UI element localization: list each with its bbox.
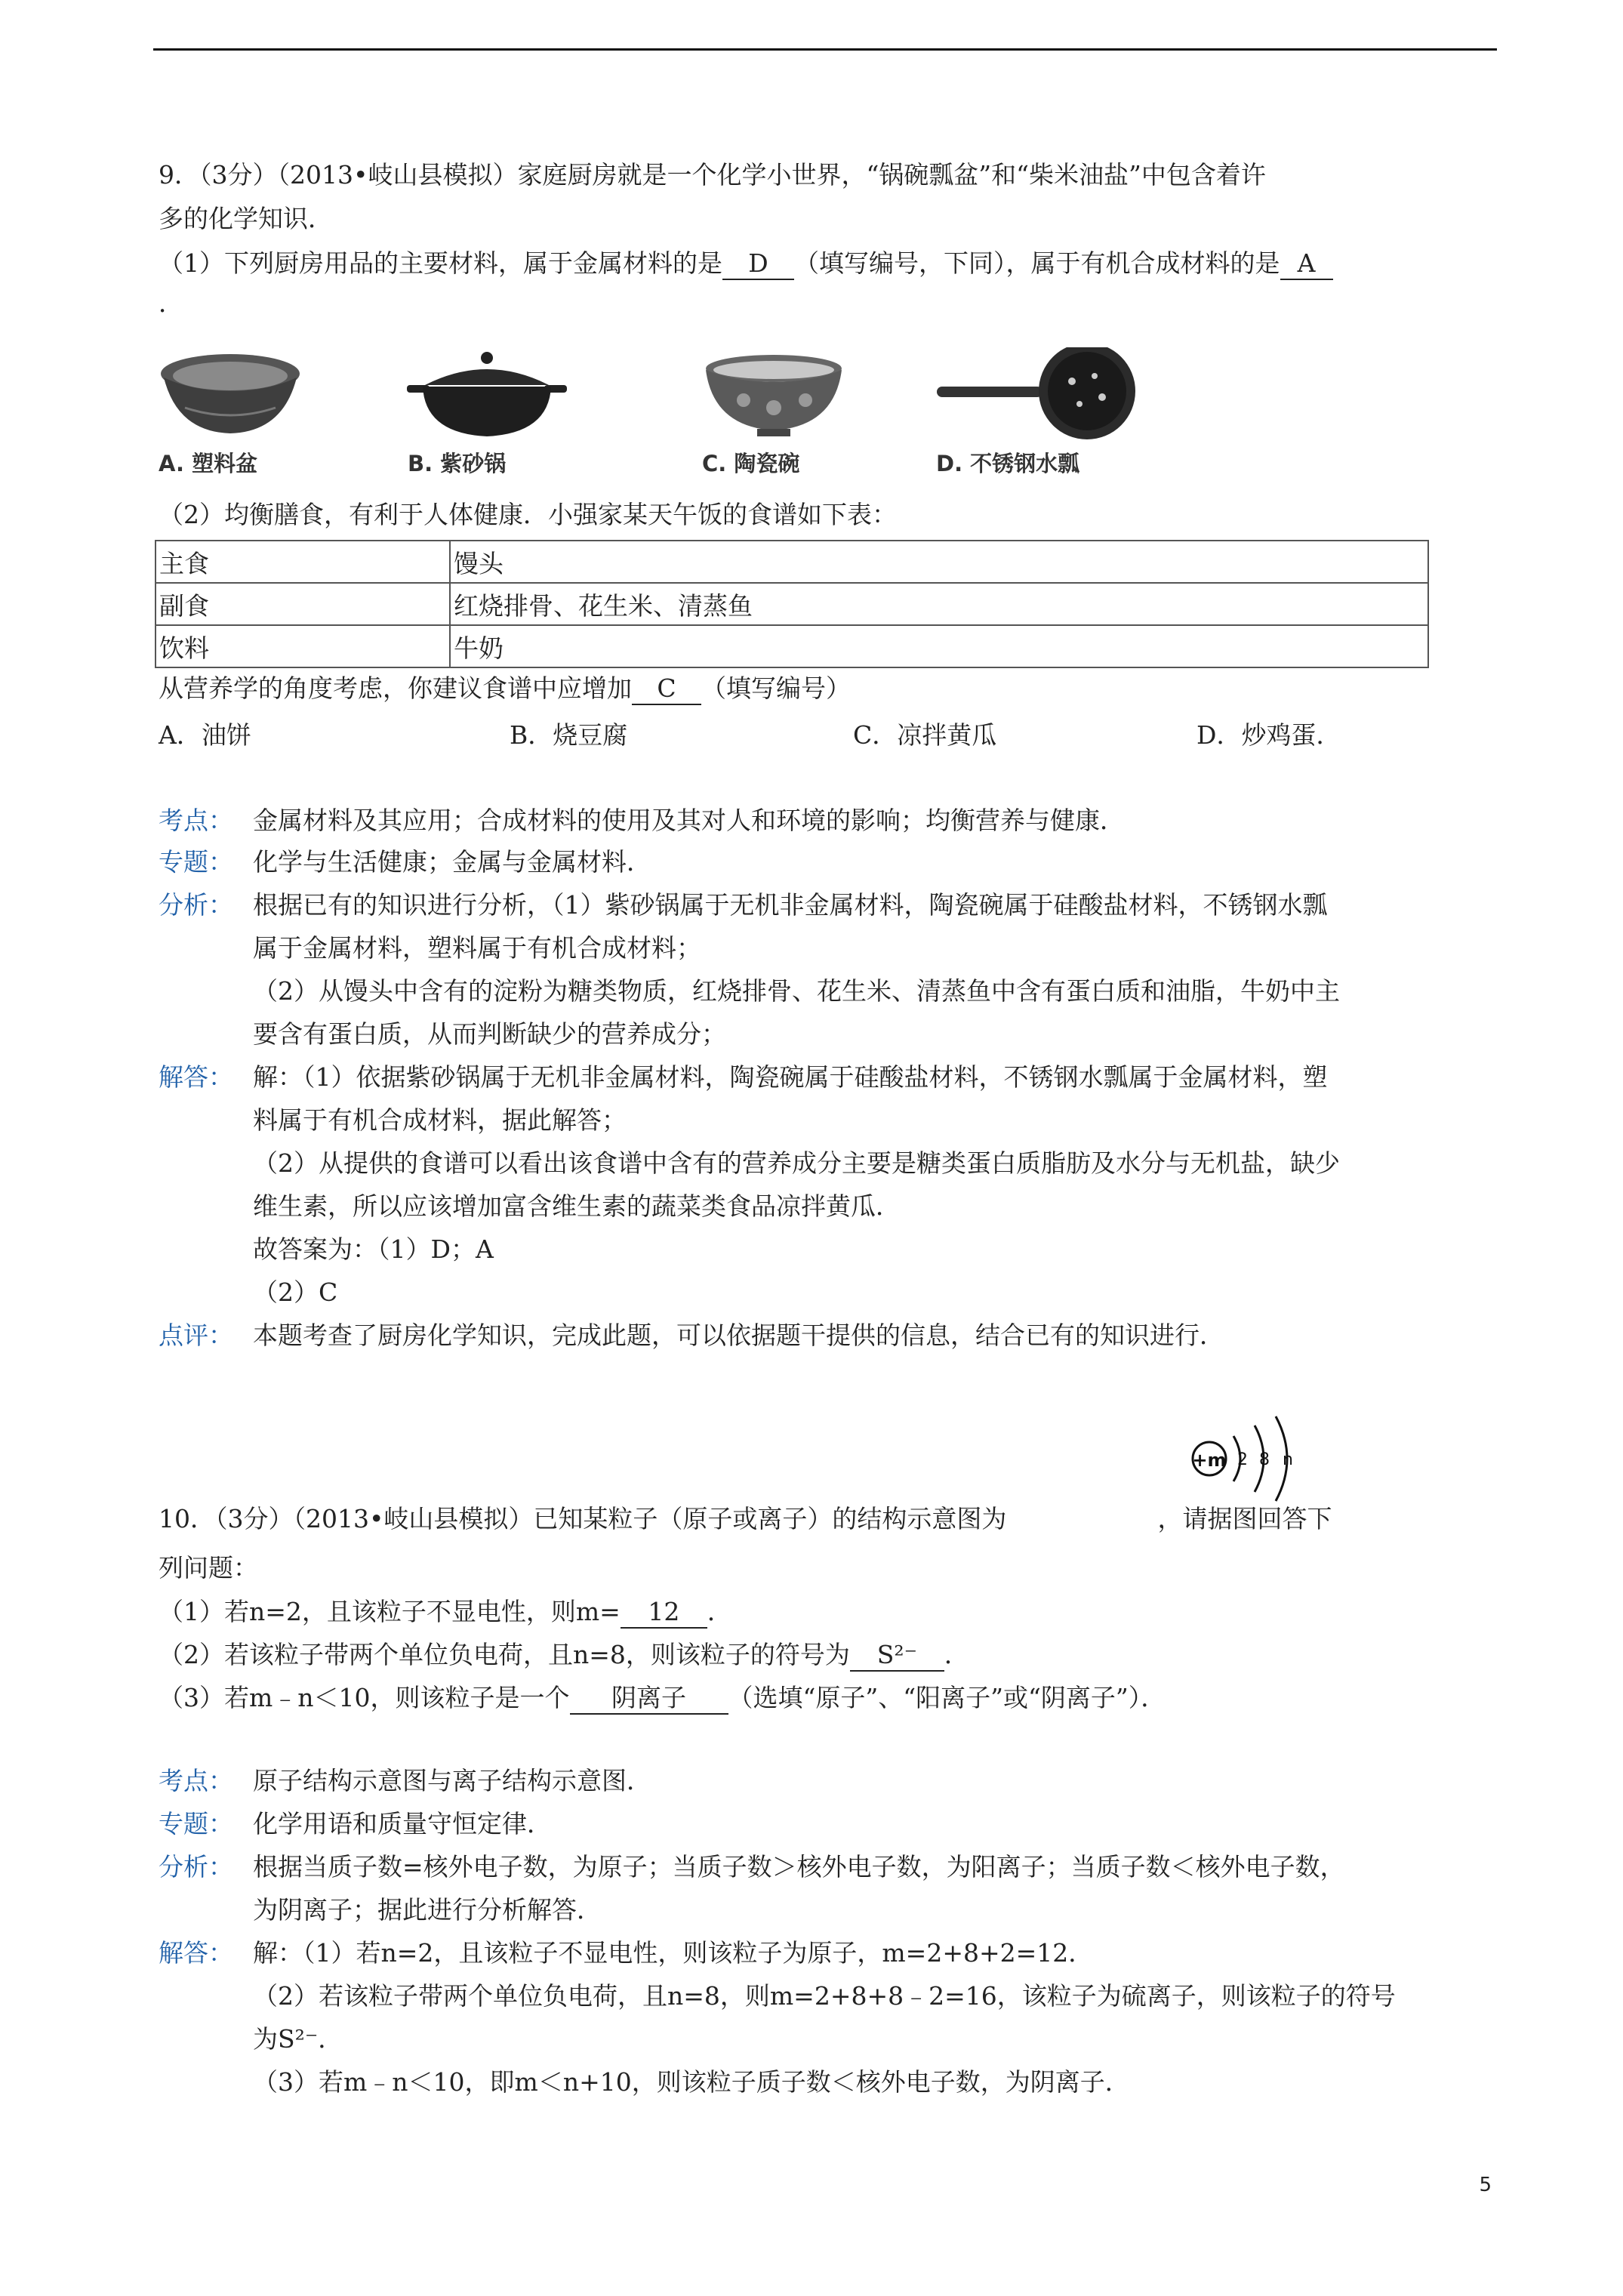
q10-stem-line1 [159, 1502, 1332, 1536]
header-rule [153, 48, 1497, 51]
kaodian-label: 考点： [159, 1766, 233, 1795]
jieda-text: 解：（1）依据紫砂锅属于无机非金属材料，陶瓷碗属于硅酸盐材料，不锈钢水瓢属于金属材料，塑 [253, 1062, 1328, 1092]
shell-3-count: n [1283, 1450, 1293, 1469]
q9-sub1-answer1: D [722, 248, 794, 280]
q9-kaodian [159, 804, 1125, 837]
page-number: 5 [1479, 2174, 1492, 2196]
steel-ladle-icon [932, 347, 1151, 445]
clay-pot-icon [404, 347, 570, 445]
q9-sub2-text: 从营养学的角度考虑，你建议食谱中应增加 [159, 673, 632, 703]
dianping-label: 点评： [159, 1321, 233, 1350]
fenxi-label: 分析： [159, 890, 233, 920]
q10-sub3-text: （3）若m﹣n＜10，则该粒子是一个 [159, 1683, 570, 1712]
image-item-c [698, 347, 917, 498]
jieda-label: 解答： [159, 1062, 233, 1092]
q10-jieda-1 [159, 1937, 1093, 1970]
q9-jieda-6: （2）C [253, 1277, 338, 1307]
table-cell: 馒头 [450, 541, 1428, 583]
table-cell: 红烧排骨、花生米、清蒸鱼 [450, 583, 1428, 625]
q10-jieda-4: （3）若m﹣n＜10，即m＜n+10，则该粒子质子数＜核外电子数，为阴离子． [253, 2067, 1130, 2097]
q9-fenxi-2: 属于金属材料，塑料属于有机合成材料； [253, 933, 701, 963]
q10-fenxi-2: 为阴离子；据此进行分析解答． [253, 1895, 602, 1925]
q9-fenxi-4: 要含有蛋白质，从而判断缺少的营养成分； [253, 1019, 726, 1049]
q9-sub1-mid: （填写编号，下同），属于有机合成材料的是 [794, 248, 1280, 278]
kaodian-text: 金属材料及其应用；合成材料的使用及其对人和环境的影响；均衡营养与健康． [253, 806, 1125, 835]
nucleus-label: +m [1192, 1450, 1227, 1471]
q9-sub1-text: （1）下列厨房用品的主要材料，属于金属材料的是 [159, 248, 722, 278]
q9-fenxi-3: （2）从馒头中含有的淀粉为糖类物质，红烧排骨、花生米、清蒸鱼中含有蛋白质和油脂，牛奶中主 [253, 976, 1340, 1006]
atom-structure-diagram [1184, 1412, 1320, 1502]
caption-c: C. 陶瓷碗 [702, 451, 800, 476]
caption-b: B. 紫砂锅 [408, 451, 507, 476]
q10-stem-line2: 列问题： [159, 1553, 258, 1583]
image-item-a [155, 347, 374, 498]
kitchenware-images [155, 347, 1166, 498]
q10-zhuanti [159, 1808, 552, 1841]
q10-sub1-end: ． [707, 1597, 732, 1626]
q9-stem-line2: 多的化学知识． [159, 204, 333, 233]
q10-fenxi-1 [159, 1851, 1345, 1884]
q9-sub1-end: ． [159, 288, 183, 318]
table-cell: 主食 [156, 541, 450, 583]
atom-structure-icon [1184, 1412, 1320, 1502]
q9-sub2-intro: （2）均衡膳食，有利于人体健康．小强家某天午饭的食谱如下表： [159, 500, 897, 529]
q9-sub1-answer2: A [1280, 248, 1333, 280]
kaodian-label: 考点： [159, 806, 233, 835]
q10-sub1 [159, 1595, 732, 1629]
caption-a: A. 塑料盆 [159, 451, 258, 476]
table-row [156, 583, 1428, 625]
q9-fenxi-1 [159, 889, 1328, 922]
q9-jieda-5: 故答案为：（1）D；A [253, 1234, 494, 1264]
q10-jieda-3: 为S²⁻． [253, 2024, 343, 2054]
q9-dianping [159, 1319, 1224, 1352]
q9-sub1 [159, 247, 1333, 280]
plastic-basin-icon [155, 347, 306, 445]
q9-jieda-2: 料属于有机合成材料，据此解答； [253, 1105, 627, 1135]
q10-sub2 [159, 1638, 969, 1672]
table-cell: 牛奶 [450, 625, 1428, 667]
fenxi-label: 分析： [159, 1852, 233, 1881]
q9-zhuanti [159, 846, 651, 879]
zhuanti-label: 专题： [159, 847, 233, 877]
jieda-label: 解答： [159, 1938, 233, 1968]
q10-kaodian [159, 1764, 651, 1798]
option-d: D．炒鸡蛋． [1196, 720, 1341, 750]
q10-sub1-text: （1）若n=2，且该粒子不显电性，则m= [159, 1597, 621, 1626]
zhuanti-text: 化学用语和质量守恒定律． [253, 1809, 552, 1838]
dianping-text: 本题考查了厨房化学知识，完成此题，可以依据题干提供的信息，结合已有的知识进行． [253, 1321, 1224, 1350]
ceramic-bowl-icon [698, 347, 849, 445]
q10-jieda-2: （2）若该粒子带两个单位负电荷，且n=8，则m=2+8+8﹣2=16，该粒子为硫离子，则该粒子的符号 [253, 1981, 1396, 2011]
zhuanti-label: 专题： [159, 1809, 233, 1838]
shell-2-count: 8 [1259, 1450, 1270, 1469]
fenxi-text: 根据当质子数=核外电子数，为原子；当质子数＞核外电子数，为阳离子；当质子数＜核外电子数， [253, 1852, 1345, 1881]
q10-sub3-answer: 阴离子 [570, 1683, 728, 1715]
table-cell: 副食 [156, 583, 450, 625]
table-row [156, 541, 1428, 583]
q9-sub2-end: （填写编号） [701, 673, 851, 703]
q9-sub2-question [159, 672, 851, 705]
q10-sub2-text: （2）若该粒子带两个单位负电荷，且n=8，则该粒子的符号为 [159, 1640, 850, 1669]
option-b: B．烧豆腐 [510, 720, 628, 750]
menu-table [155, 540, 1429, 668]
image-item-d [932, 347, 1151, 498]
table-row [156, 625, 1428, 667]
q10-sub3 [159, 1681, 1166, 1715]
q9-stem-line1: 9．（3分）（2013•岐山县模拟）家庭厨房就是一个化学小世界，“锅碗瓢盆”和“柴米油盐”中包含着许 [159, 160, 1266, 190]
table-cell: 饮料 [156, 625, 450, 667]
q10-sub2-end: ． [944, 1640, 969, 1669]
option-a: A．油饼 [159, 720, 251, 750]
q9-jieda-1 [159, 1061, 1328, 1094]
q10-stem-post: ，请据图回答下 [1157, 1504, 1332, 1533]
q10-stem-text: 10．（3分）（2013•岐山县模拟）已知某粒子（原子或离子）的结构示意图为 [159, 1504, 1007, 1533]
q10-sub2-answer: S²⁻ [850, 1640, 944, 1672]
jieda-text: 解：（1）若n=2，且该粒子不显电性，则该粒子为原子，m=2+8+2=12． [253, 1938, 1094, 1968]
shell-1-count: 2 [1237, 1450, 1248, 1469]
q10-sub3-end: （选填“原子”、“阳离子”或“阴离子”）． [728, 1683, 1166, 1712]
q9-jieda-3: （2）从提供的食谱可以看出该食谱中含有的营养成分主要是糖类蛋白质脂肪及水分与无机盐，缺少 [253, 1148, 1340, 1178]
q9-jieda-4: 维生素，所以应该增加富含维生素的蔬菜类食品凉拌黄瓜． [253, 1191, 901, 1221]
image-item-b [404, 347, 623, 498]
option-c: C．凉拌黄瓜 [853, 720, 997, 750]
zhuanti-text: 化学与生活健康；金属与金属材料． [253, 847, 651, 877]
fenxi-text: 根据已有的知识进行分析，（1）紫砂锅属于无机非金属材料，陶瓷碗属于硅酸盐材料，不锈钢水瓢 [253, 890, 1328, 920]
caption-d: D. 不锈钢水瓢 [936, 451, 1080, 476]
q10-sub1-answer: 12 [621, 1597, 707, 1629]
q9-sub2-answer: C [632, 673, 701, 705]
kaodian-text: 原子结构示意图与离子结构示意图． [253, 1766, 651, 1795]
